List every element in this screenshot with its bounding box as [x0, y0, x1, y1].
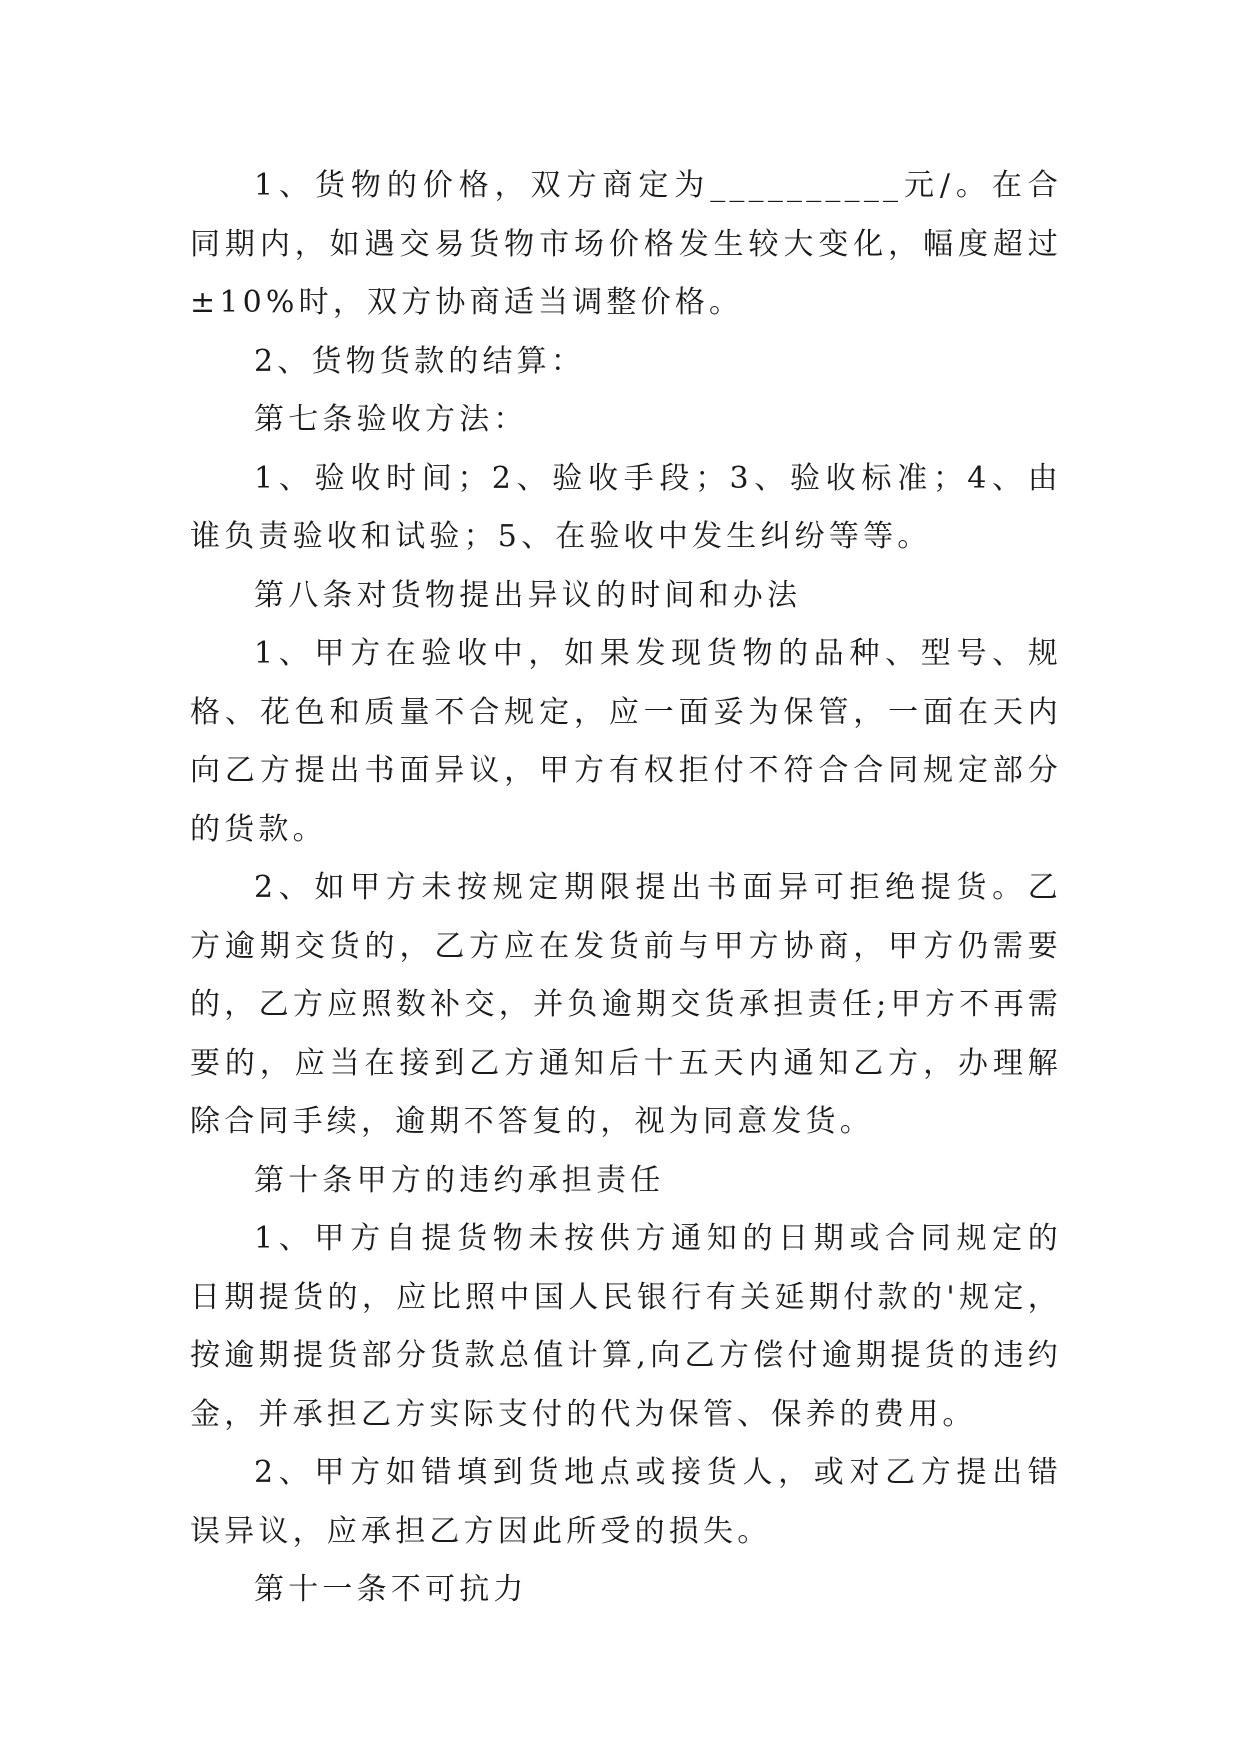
paragraph-breach-1: 1、甲方自提货物未按供方通知的日期或合同规定的日期提货的，应比照中国人民银行有关延期付款的'规定，按逾期提货部分货款总值计算,向乙方偿付逾期提货的违约金，并承担乙方实际支付的代为保管、保养的费用。	[190, 1221, 1062, 1432]
heading-article-11: 第十一条不可抗力	[254, 1572, 528, 1607]
heading-article-8: 第八条对货物提出异议的时间和办法	[254, 577, 802, 613]
heading-article-10: 第十条甲方的违约承担责任	[254, 1162, 665, 1198]
document-body	[190, 157, 1062, 1620]
paragraph-acceptance-items: 1、验收时间；2、验收手段；3、验收标准；4、由谁负责验收和试验；5、在验收中发生纠纷等等。	[190, 460, 1062, 554]
paragraph-breach-2: 2、甲方如错填到货地点或接货人，或对乙方提出错误异议，应承担乙方因此所受的损失。	[190, 1455, 1062, 1549]
paragraph-objection-2: 2、如甲方未按规定期限提出书面异可拒绝提货。乙方逾期交货的，乙方应在发货前与甲方协商，甲方仍需要的，乙方应照数补交，并负逾期交货承担责任;甲方不再需要的，应当在接到乙方通知后十五天内通知乙方，办理解除合同手续，逾期不答复的，视为同意发货。	[190, 870, 1062, 1139]
heading-article-7: 第七条验收方法：	[254, 402, 528, 437]
paragraph-payment-settlement: 2、货物货款的结算：	[254, 343, 586, 379]
paragraph-price-clause: 1、货物的价格，双方商定为__________元/。在合同期内，如遇交易货物市场价格发生较大变化，幅度超过±10%时，双方协商适当调整价格。	[190, 168, 1062, 320]
paragraph-objection-1: 1、甲方在验收中，如果发现货物的品种、型号、规格、花色和质量不合规定，应一面妥为保管，一面在天内向乙方提出书面异议，甲方有权拒付不符合合同规定部分的货款。	[190, 636, 1062, 847]
